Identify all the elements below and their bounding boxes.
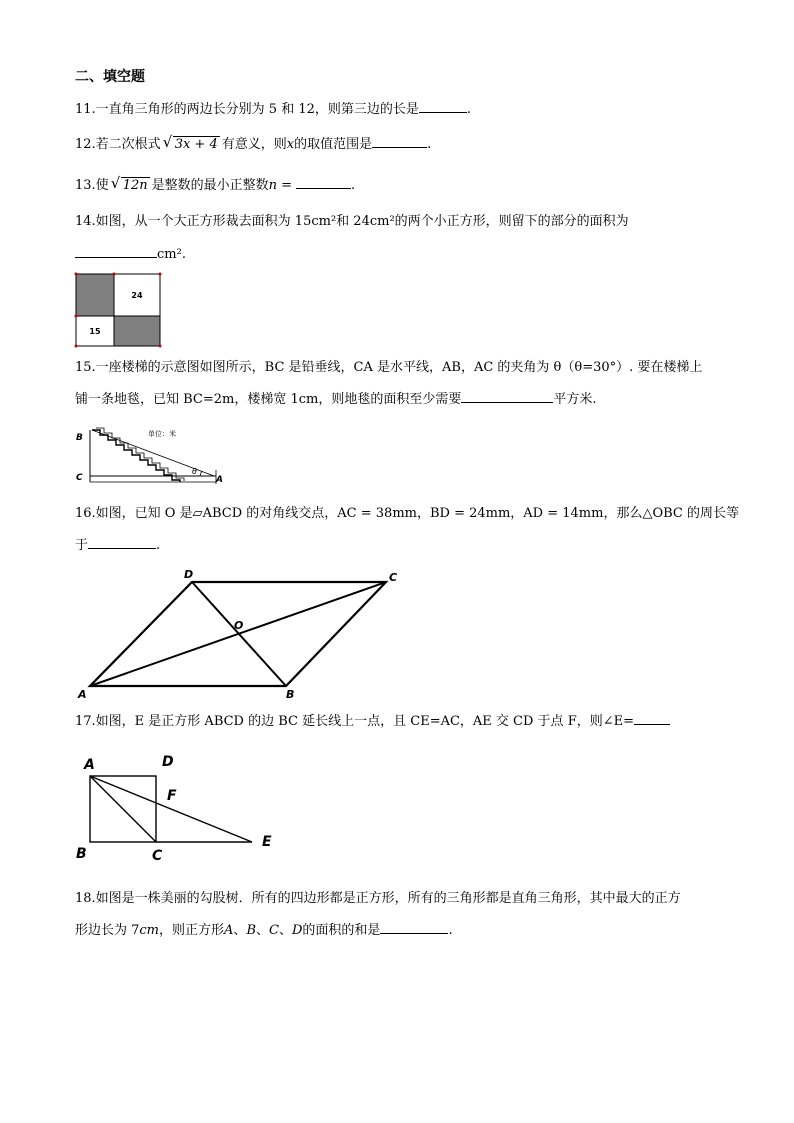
separator: 、	[256, 923, 270, 938]
variable-n: n	[268, 178, 277, 193]
question-15-line-2	[75, 390, 597, 409]
q13-end: .	[351, 178, 356, 193]
q18-end: .	[448, 923, 453, 938]
label-e: E	[262, 834, 272, 850]
question-11	[75, 100, 471, 119]
label-c: C	[76, 473, 83, 483]
answer-blank[interactable]	[88, 536, 156, 549]
corner-dot	[75, 273, 78, 276]
label-b: B	[286, 688, 295, 701]
q14-unit: cm².	[157, 247, 186, 262]
corner-dot	[159, 345, 162, 348]
q18-line2a: 形边长为 7	[75, 923, 140, 938]
question-18-line-2	[75, 921, 453, 940]
section-title: 二、填空题	[75, 69, 145, 85]
q15-line2a: 铺一条地毯，已知 BC=2m，楼梯宽 1cm，则地毯的面积至少需要	[75, 392, 462, 407]
q15-line2b: 平方米.	[553, 392, 597, 407]
label-a: A	[216, 475, 223, 485]
separator: 、	[233, 923, 247, 938]
answer-blank[interactable]	[461, 390, 553, 403]
radicand: 3x + 4	[174, 137, 218, 152]
question-13	[75, 176, 355, 195]
corner-dot	[75, 345, 78, 348]
q12-end: .	[427, 137, 432, 152]
answer-blank[interactable]	[296, 176, 351, 189]
q16-end: .	[156, 538, 161, 553]
question-14-line-1: 14.如图，从一个大正方形裁去面积为 15cm²和 24cm²的两个小正方形，则留下的部分的面积为	[75, 214, 629, 229]
label-15: 15	[89, 327, 101, 336]
square-d-label: D	[291, 923, 303, 938]
label-d: D	[184, 568, 194, 581]
q12-post1: 有意义，则	[221, 137, 287, 152]
label-b: B	[76, 433, 83, 443]
q13-pre: 13.使	[75, 178, 109, 193]
answer-blank[interactable]	[419, 100, 467, 113]
q11-end: .	[466, 102, 472, 117]
line-ae	[90, 776, 252, 842]
answer-blank[interactable]	[380, 921, 448, 934]
radicand: 12n	[122, 178, 148, 193]
label-a: A	[78, 688, 87, 701]
q13-post: 是整数的最小正整数	[151, 178, 269, 193]
sqrt-expression: √ 12n	[110, 174, 148, 193]
q16-line2: 于	[75, 538, 89, 553]
diagonal-bd	[192, 582, 286, 686]
question-18-line-1: 18.如图是一株美丽的勾股树．所有的四边形都是正方形，所有的三角形都是直角三角形，其中最大的正方	[75, 891, 681, 906]
separator: 、	[278, 923, 292, 938]
q12-pre: 12.若二次根式	[75, 137, 161, 152]
label-d: D	[162, 754, 174, 770]
equals-sign: =	[277, 178, 293, 193]
angle-arc	[200, 471, 202, 476]
corner-dot	[75, 315, 78, 318]
q18-line2b: ，则正方形	[159, 923, 225, 938]
square-a-label: A	[224, 923, 234, 938]
label-24: 24	[131, 291, 143, 300]
label-b: B	[76, 846, 87, 862]
square-extension-figure	[74, 752, 284, 864]
label-c: C	[152, 848, 163, 864]
answer-blank[interactable]	[634, 712, 670, 725]
label-o: O	[234, 619, 244, 632]
q12-post2: 的取值范围是	[294, 137, 373, 152]
label-a: A	[84, 757, 95, 773]
q18-line2c: 的面积的和是	[302, 923, 381, 938]
question-16-line-1: 16.如图，已知 O 是▱ABCD 的对角线交点，AC = 38mm，BD = 24mm，AD = 14mm，那么△OBC 的周长等	[75, 506, 739, 521]
square-b-label: B	[246, 923, 256, 938]
label-f: F	[167, 788, 177, 804]
unit-label: 单位：米	[148, 430, 176, 438]
shaded-region-bottom-right	[114, 316, 160, 346]
question-14-line-2	[75, 245, 186, 264]
corner-dot	[113, 273, 116, 276]
question-17	[75, 712, 670, 731]
question-15-line-1: 15.一座楼梯的示意图如图所示，BC 是铅垂线，CA 是水平线，AB，AC 的夹角为 θ（θ=30°）. 要在楼梯上	[75, 360, 703, 375]
q11-text: 11.一直角三角形的两边长分别为 5 和 12，则第三边的长是	[75, 102, 419, 117]
question-12	[75, 135, 431, 154]
q17-text: 17.如图，E 是正方形 ABCD 的边 BC 延长线上一点，且 CE=AC，AE 交 CD 于点 F，则∠E=	[75, 714, 634, 729]
diagonal-ac	[90, 776, 156, 842]
squares-figure	[74, 272, 164, 348]
label-theta: θ	[192, 467, 197, 476]
staircase-figure	[74, 424, 224, 486]
shaded-region-top-left	[76, 274, 114, 316]
square-c-label: C	[269, 923, 279, 938]
parallelogram-figure	[76, 566, 416, 702]
unit-cm: cm	[139, 923, 160, 938]
corner-dot	[159, 273, 162, 276]
question-16-line-2	[75, 536, 160, 555]
answer-blank[interactable]	[75, 245, 157, 258]
variable-x: x	[286, 137, 295, 152]
answer-blank[interactable]	[372, 135, 427, 148]
label-c: C	[389, 571, 398, 584]
sqrt-expression: √ 3x + 4	[162, 133, 218, 152]
